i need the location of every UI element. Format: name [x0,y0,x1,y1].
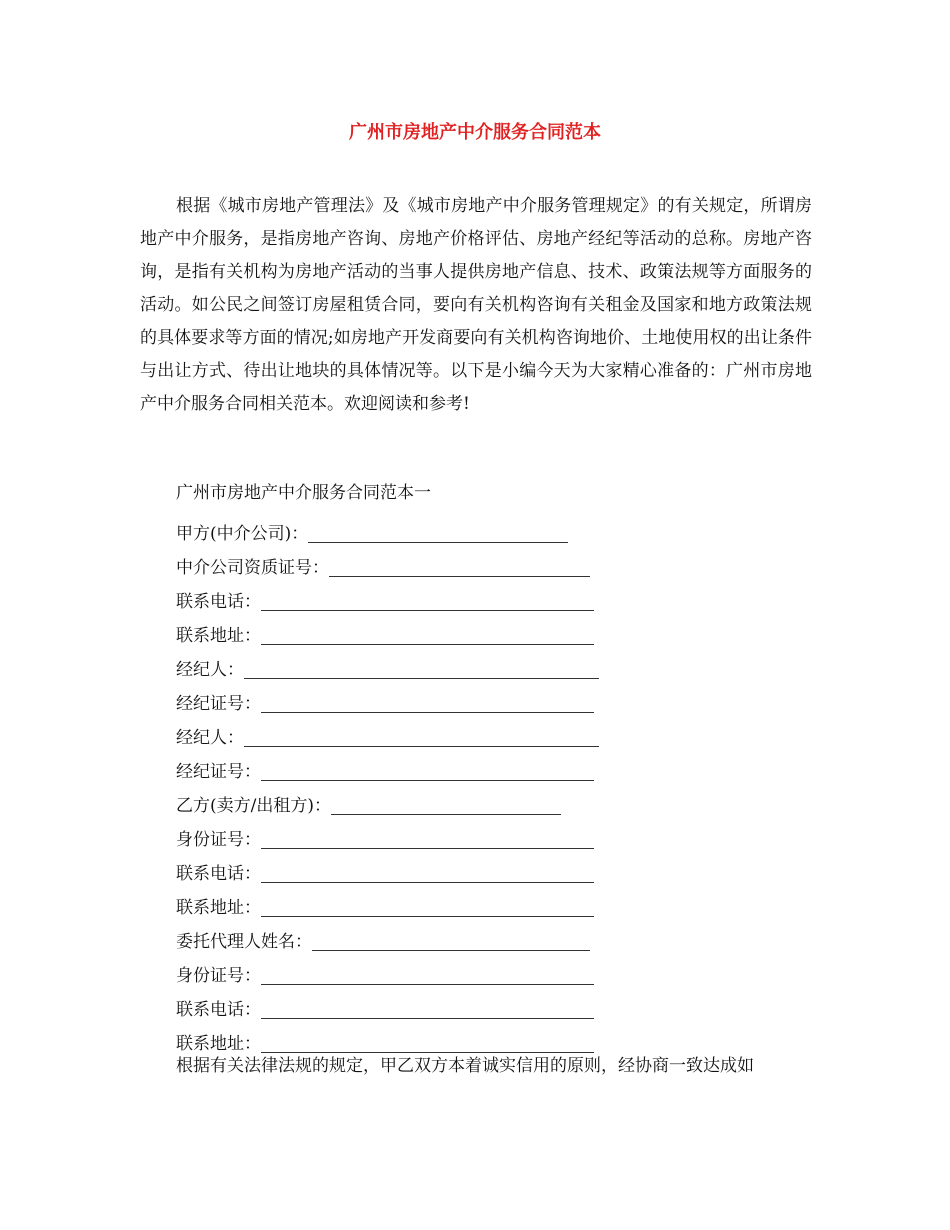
field-label: 身份证号： [176,966,261,986]
field-label: 身份证号： [176,830,261,850]
fill-in-blank [261,896,594,917]
field-address [176,886,636,920]
field-label: 联系电话： [176,864,261,884]
field-agent-name [176,920,636,954]
fill-in-blank [244,726,599,747]
field-label: 联系地址： [176,1034,261,1054]
fill-in-blank [308,522,568,543]
fill-in-blank [244,658,599,679]
field-label: 委托代理人姓名： [176,932,312,952]
fill-in-blank [261,998,594,1019]
field-broker-license [176,750,636,784]
fill-in-blank [331,794,561,815]
field-phone [176,580,636,614]
field-label: 经纪人： [176,660,244,680]
field-label: 联系地址： [176,898,261,918]
closing-paragraph: 根据有关法律法规的规定，甲乙双方本着诚实信用的原则，经协商一致达成如 [176,1056,754,1076]
fill-in-blank [261,760,594,781]
fill-in-blank [312,930,590,951]
fill-in-blank [329,556,590,577]
field-label: 经纪证号： [176,762,261,782]
field-id-number [176,954,636,988]
document-title: 广州市房地产中介服务合同范本 [349,122,601,143]
fill-in-blank [261,590,594,611]
field-address [176,614,636,648]
intro-paragraph: 根据《城市房地产管理法》及《城市房地产中介服务管理规定》的有关规定，所谓房地产中介服务，是指房地产咨询、房地产价格评估、房地产经纪等活动的总称。房地产咨询，是指有关机构为房地产活动的当事人提供房地产信息、技术、政策法规等方面服务的活动。如公民之间签订房屋租赁合同，要向有关机构咨询有关租金及国家和地方政策法规的具体要求等方面的情况;如房地产开发商要向有关机构咨询地价、土地使用权的出让条件与出让方式、待出让地块的具体情况等。以下是小编今天为大家精心准备的：广州市房地产中介服务合同相关范本。欢迎阅读和参考! [140,196,812,414]
field-address [176,1022,636,1056]
field-id-number [176,818,636,852]
field-broker [176,648,636,682]
fill-in-blank [261,1032,594,1053]
fill-in-blank [261,964,594,985]
field-party-a [176,512,636,546]
field-party-b [176,784,636,818]
fill-in-blank [261,624,594,645]
field-agency-license [176,546,636,580]
section-heading: 广州市房地产中介服务合同范本一 [176,483,431,503]
field-label: 联系电话： [176,1000,261,1020]
field-label: 联系电话： [176,592,261,612]
field-label: 甲方(中介公司)： [176,524,309,544]
field-label: 联系地址： [176,626,261,646]
field-phone [176,988,636,1022]
field-phone [176,852,636,886]
field-label: 经纪证号： [176,694,261,714]
field-broker [176,716,636,750]
contract-form-fields [176,512,636,1056]
fill-in-blank [261,828,594,849]
fill-in-blank [261,862,594,883]
field-label: 中介公司资质证号： [176,558,329,578]
field-broker-license [176,682,636,716]
fill-in-blank [261,692,594,713]
field-label: 乙方(卖方/出租方)： [176,796,331,816]
field-label: 经纪人： [176,728,244,748]
